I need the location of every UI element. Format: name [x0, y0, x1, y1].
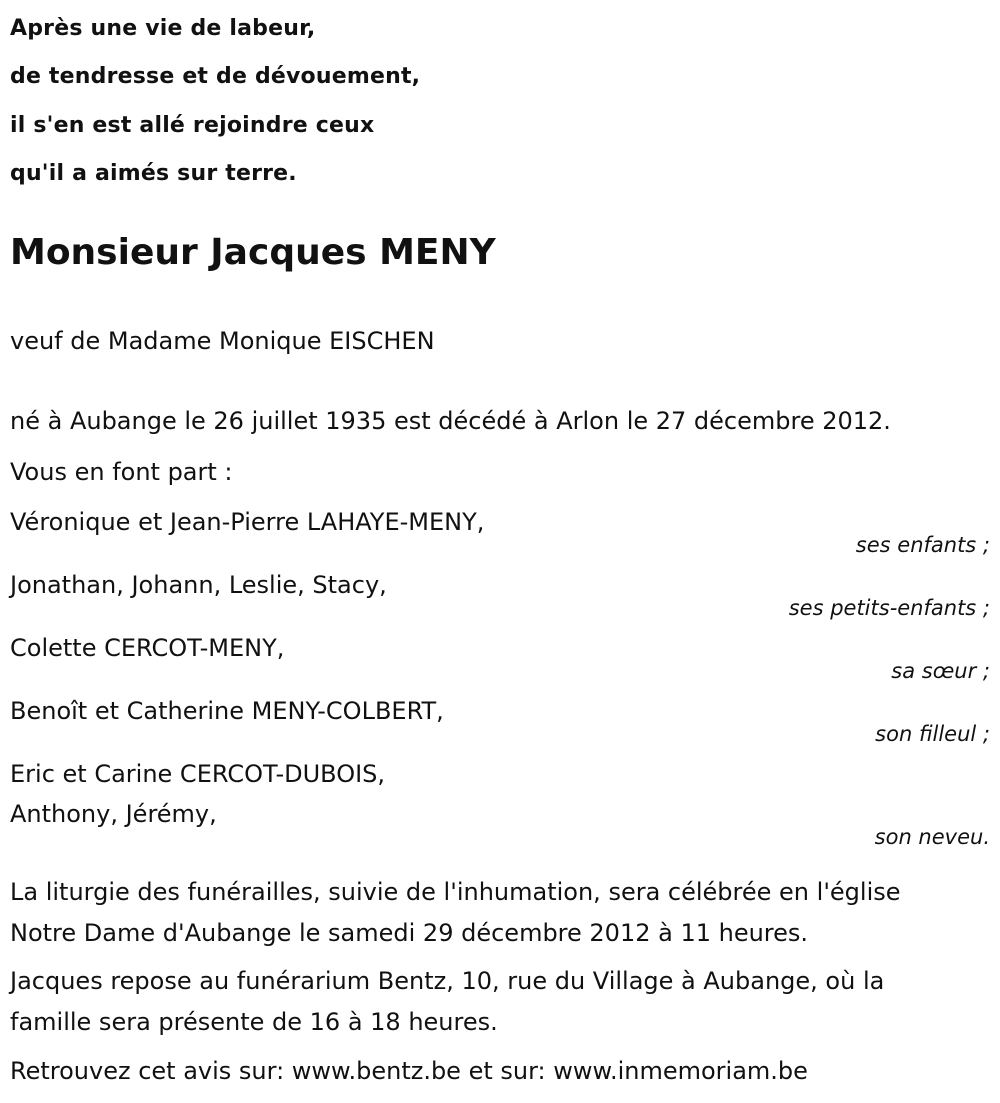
family-names: Benoît et Catherine MENY-COLBERT,: [10, 697, 444, 725]
poem-line: Après une vie de labeur,: [10, 16, 316, 41]
announcement-intro: Vous en font part :: [10, 458, 233, 486]
deceased-name: Monsieur Jacques MENY: [10, 232, 496, 273]
birth-death-line: né à Aubange le 26 juillet 1935 est décédé à Arlon le 27 décembre 2012.: [10, 407, 891, 435]
family-relation: son neveu.: [874, 825, 990, 849]
family-names: Véronique et Jean-Pierre LAHAYE-MENY,: [10, 508, 485, 536]
poem-line: de tendresse et de dévouement,: [10, 64, 421, 89]
visitation-line: Jacques repose au funérarium Bentz, 10, rue du Village à Aubange, où la: [10, 967, 885, 995]
funeral-line: Notre Dame d'Aubange le samedi 29 décembre 2012 à 11 heures.: [10, 919, 809, 947]
spouse-line: veuf de Madame Monique EISCHEN: [10, 327, 435, 355]
family-relation: son filleul ;: [875, 722, 990, 746]
family-names: Colette CERCOT-MENY,: [10, 634, 285, 662]
family-names-secondary: Anthony, Jérémy,: [10, 800, 217, 828]
family-names: Eric et Carine CERCOT-DUBOIS,: [10, 760, 386, 788]
funeral-line: La liturgie des funérailles, suivie de l'inhumation, sera célébrée en l'église: [10, 878, 901, 906]
poem-line: il s'en est allé rejoindre ceux: [10, 113, 375, 138]
family-relation: ses petits-enfants ;: [788, 596, 990, 620]
family-relation: ses enfants ;: [855, 533, 990, 557]
family-names: Jonathan, Johann, Leslie, Stacy,: [10, 571, 387, 599]
poem-line: qu'il a aimés sur terre.: [10, 161, 297, 186]
footer-links: Retrouvez cet avis sur: www.bentz.be et sur: www.inmemoriam.be: [10, 1057, 808, 1085]
family-relation: sa sœur ;: [891, 659, 990, 683]
visitation-line: famille sera présente de 16 à 18 heures.: [10, 1008, 498, 1036]
